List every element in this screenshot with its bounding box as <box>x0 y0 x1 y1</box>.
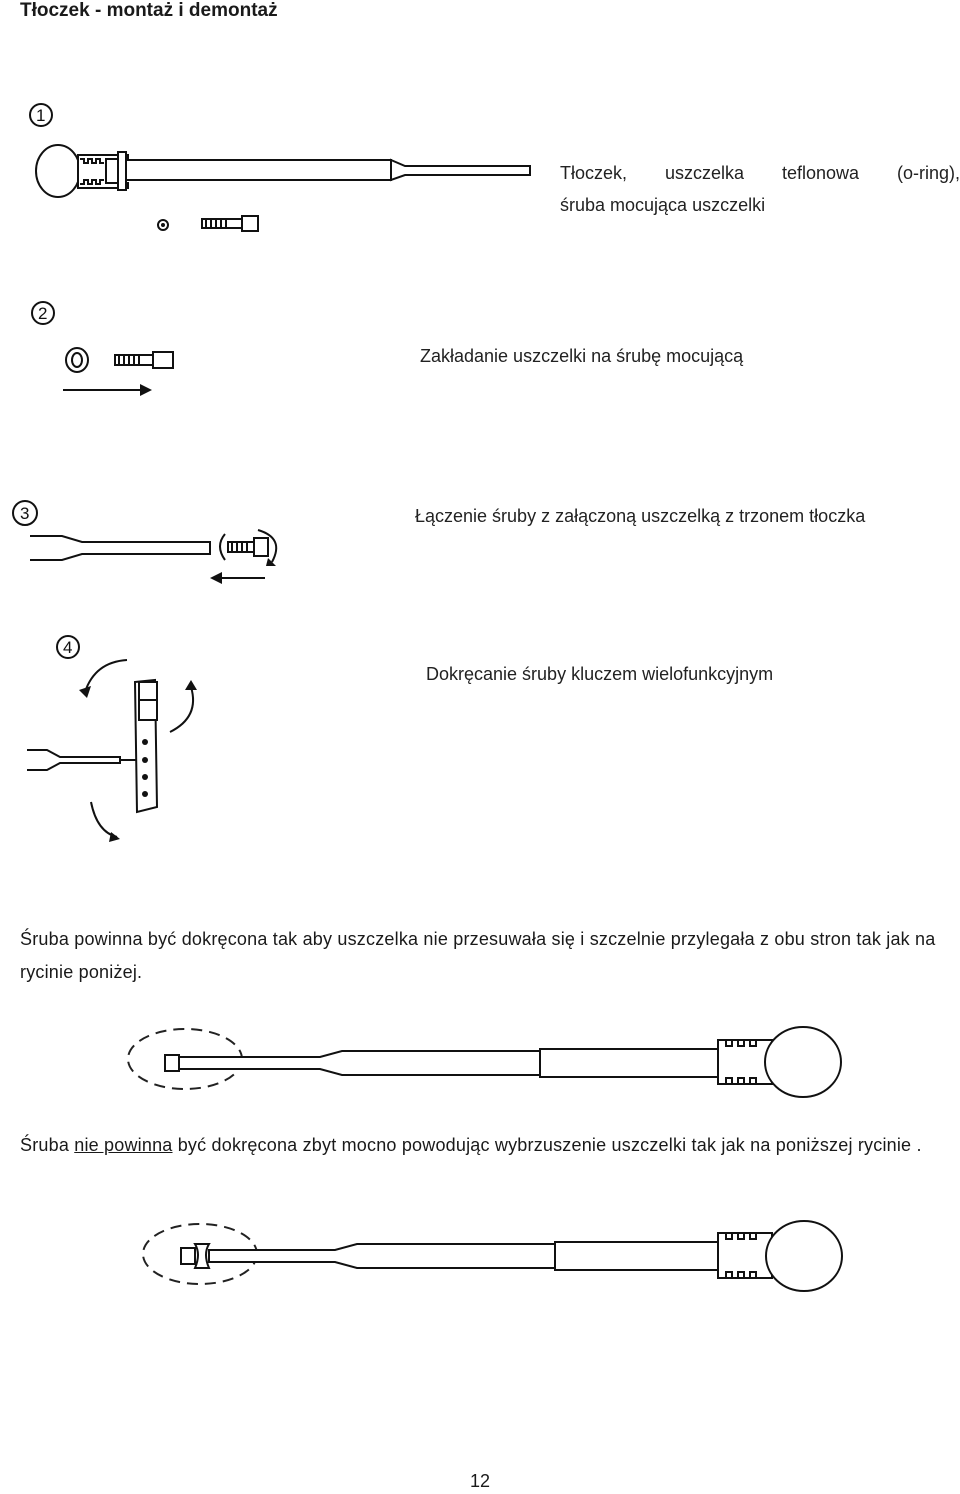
page-title: Tłoczek - montaż i demontaż <box>20 0 278 21</box>
step-4-caption: Dokręcanie śruby kluczem wielofunkcyjnym <box>426 664 774 684</box>
step-1-number-badge <box>30 104 52 126</box>
paragraph-text: być dokręcona zbyt mocno powodując wybrzuszenie uszczelki tak jak na poniższej rycinie . <box>172 1135 922 1155</box>
caption-line: śruba mocująca uszczelki <box>560 195 766 215</box>
caption-word: Tłoczek, <box>560 163 628 183</box>
caption-word: uszczelka <box>664 163 745 183</box>
page-number: 12 <box>469 1471 491 1491</box>
step-2-caption: Zakładanie uszczelki na śrubę mocującą <box>420 346 744 366</box>
step-2-number-badge <box>32 302 54 324</box>
figure-correct-tightening <box>120 1022 860 1112</box>
step-3-number-badge <box>13 501 37 525</box>
step-4-number: 4 <box>63 638 73 657</box>
step-4-number-badge <box>57 636 79 658</box>
step-2-number: 2 <box>38 304 48 323</box>
step-3-number: 3 <box>20 504 30 523</box>
figure-overtightened <box>135 1216 865 1306</box>
instruction-paragraph-incorrect <box>20 1129 960 1162</box>
caption-word: teflonowa <box>781 163 860 183</box>
underlined-warning: nie powinna <box>74 1135 173 1155</box>
instruction-paragraph-correct: Śruba powinna być dokręcona tak aby uszczelka nie przesuwała się i szczelnie przylegała z obu stron tak jak na rycinie poniżej. <box>20 929 936 982</box>
step-4-illustration <box>25 632 225 852</box>
step-2-illustration <box>20 298 220 408</box>
paragraph-text: Śruba <box>20 1135 75 1155</box>
step-3-caption: Łączenie śruby z załączoną uszczelką z trzonem tłoczka <box>415 506 866 526</box>
step-3-illustration <box>10 498 300 598</box>
step-1-number: 1 <box>36 106 46 125</box>
caption-word: (o-ring), <box>896 163 960 183</box>
step-1-caption <box>560 157 960 221</box>
step-1-illustration <box>20 100 560 240</box>
